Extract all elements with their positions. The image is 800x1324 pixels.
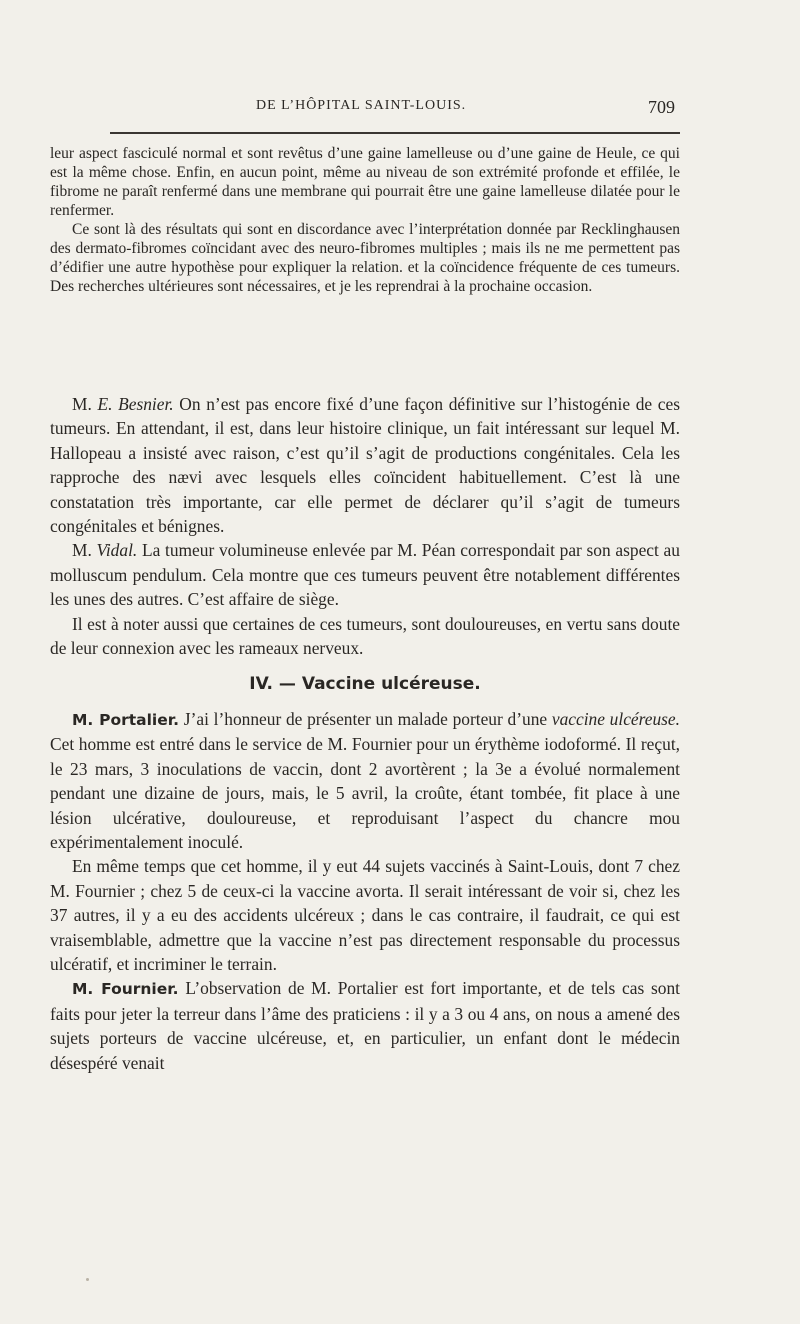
paragraph-gaine: leur aspect fasciculé normal et sont revêtus d’une gaine lamelleuse ou d’une gaine de Heule, ce qui est la même chose. Enfin, en aucun point, même au niveau de son extrémité profonde et effilée, le fibrome ne paraît renfermé dans une membrane qui pourrait être une gaine lamelleuse dilatée pour le renfermer. xyxy=(50,145,680,219)
page-number: 709 xyxy=(648,97,675,117)
speaker-fournier: M. Fournier. xyxy=(72,980,179,999)
header-rule xyxy=(110,132,680,134)
vidal-text: La tumeur volumineuse enlevée par M. Péan correspondait par son aspect au molluscum pendulum. Cela montre que ces tumeurs peuvent être notablement différentes les unes des autres. C’est affaire de siège. xyxy=(50,540,680,610)
paragraph-portalier xyxy=(50,707,680,854)
speaker-name-besnier: E. Besnier. xyxy=(97,394,174,414)
paragraph-resultats: Ce sont là des résultats qui sont en discordance avec l’interprétation donnée par Recklinghausen des dermato-fibromes coïncidant avec des neuro-fibromes multiples ; mais ils ne me permettent pas d’édifier une autre hypothèse pour expliquer la relation. et la coïncidence fréquente de ces tumeurs. Des recherches ultérieures sont nécessaires, et je les reprendrai à la prochaine occasion. xyxy=(50,221,680,295)
paragraph-note: Il est à noter aussi que certaines de ces tumeurs, sont douloureuses, en vertu sans doute de leur connexion avec les rameaux nerveux. xyxy=(50,613,680,659)
portalier-italic: vaccine ulcéreuse. xyxy=(551,708,680,729)
main-text-block xyxy=(50,392,680,1075)
paragraph-vidal xyxy=(50,538,680,611)
small-print-block xyxy=(50,144,680,296)
running-head: DE L’HÔPITAL SAINT-LOUIS. xyxy=(256,98,467,113)
speaker-prefix: M. xyxy=(72,540,97,561)
speaker-prefix: M. xyxy=(72,394,98,414)
besnier-text: On n’est pas encore fixé d’une façon définitive sur l’histogénie de ces tumeurs. En attendant, il est, dans leur histoire clinique, un fait intéressant sur lequel M. Hallopeau a insisté avec raison, c’est qu’il s’agit de productions congénitales. Cela les rapproche des nævi avec lesquels elles coïncident habituellement. C’est là une constatation très importante, car elle permet de déclarer qu’il s’agit de tumeurs congénitales et bénignes. xyxy=(50,394,680,537)
section-heading: IV. — Vaccine ulcéreuse. xyxy=(249,674,481,695)
paragraph-meme-temps: En même temps que cet homme, il y eut 44 sujets vaccinés à Saint-Louis, dont 7 chez M. Fournier ; chez 5 de ceux-ci la vaccine avorta. Il serait intéressant de voir si, chez les 37 autres, il y a eu des accidents ulcéreux ; dans le cas contraire, il faudrait, ce qui est vraisemblable, admettre que la vaccine n’est pas directement responsable du processus ulcératif, et incriminer le terrain. xyxy=(50,856,680,974)
fournier-text: L’observation de M. Portalier est fort importante, et de tels cas sont faits pour jeter la terreur dans l’âme des praticiens : il y a 3 ou 4 ans, on nous a amené des sujets porteurs de vaccine ulcéreuse, et, en particulier, un enfant dont le médecin désespéré venait xyxy=(50,978,680,1073)
paragraph-fournier xyxy=(50,976,680,1075)
speaker-portalier: M. Portalier. xyxy=(72,710,180,729)
paragraph-besnier xyxy=(50,392,680,538)
portalier-text-a: J’ai l’honneur de présenter un malade porteur d’une xyxy=(179,708,552,729)
speaker-name-vidal: Vidal. xyxy=(96,540,138,561)
portalier-text-b: Cet homme est entré dans le service de M. Fournier pour un érythème iodoformé. Il reçut, le 23 mars, 3 inoculations de vaccin, dont 2 avortèrent ; la 3e a évolué normalement pendant une dizaine de jours, mais, le 5 avril, la croûte, étant tombée, fit place à une lésion ulcérative, douloureuse, et reproduisant l’aspect du chancre mou expérimentalement inoculé. xyxy=(50,734,680,852)
print-speck xyxy=(86,1278,89,1281)
